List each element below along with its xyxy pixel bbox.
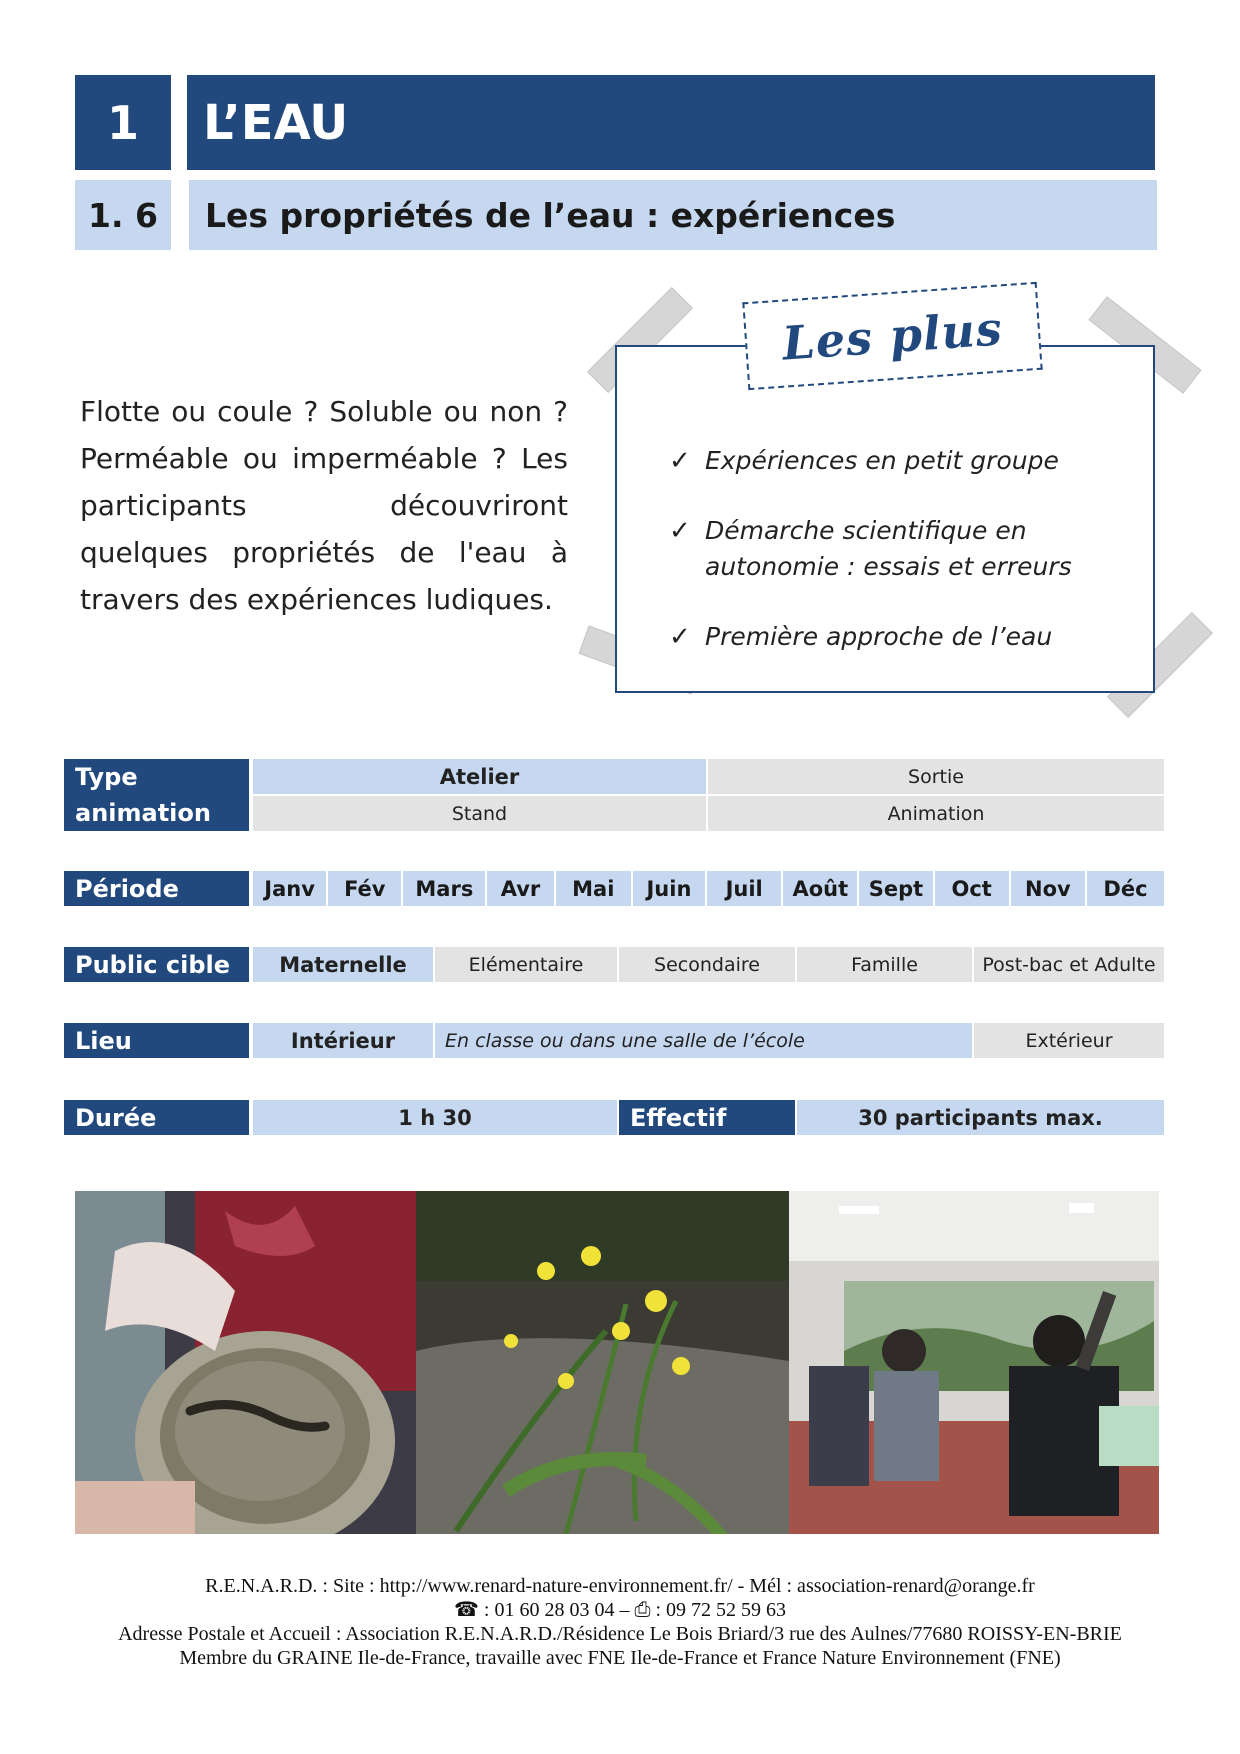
chapter-title: L’EAU <box>187 75 1155 170</box>
les-plus-item: ✓ Démarche scientifique en autonomie : essais et erreurs <box>669 513 1139 585</box>
month-cell: Déc <box>1103 876 1148 901</box>
lieu-detail: En classe ou dans une salle de l’école <box>435 1023 972 1058</box>
public-postbac: Post-bac et Adulte <box>974 947 1164 982</box>
footer-line-contact: R.E.N.A.R.D. : Site : http://www.renard-nature-environnement.fr/ - Mél : association-renard@orange.fr <box>205 1575 1035 1597</box>
lieu-interieur: Intérieur <box>253 1023 433 1058</box>
month-cell: Nov <box>1011 871 1087 906</box>
month-cell: Fév <box>328 871 403 906</box>
month-cell: Juin <box>633 871 707 906</box>
type-atelier: Atelier <box>253 759 706 794</box>
duree-value: 1 h 30 <box>253 1100 617 1135</box>
les-plus-box <box>560 275 1200 725</box>
fax-icon: ⎙ <box>634 1599 651 1621</box>
photo-glass-larva <box>75 1191 416 1534</box>
public-elementaire: Elémentaire <box>435 947 617 982</box>
month-cell: Mai <box>556 871 633 906</box>
lieu-exterieur: Extérieur <box>974 1023 1164 1058</box>
footer-line-membership: Membre du GRAINE Ile-de-France, travaille avec FNE Ile-de-France et France Nature Environnement (FNE) <box>179 1647 1061 1669</box>
month-cell: Avr <box>487 871 555 906</box>
periode-months <box>253 871 1164 906</box>
les-plus-frame <box>615 345 1155 693</box>
type-animation-label: Type animation <box>64 759 249 831</box>
month-cell: Oct <box>935 871 1011 906</box>
footer-line-phone: ☎ : 01 60 28 03 04 – ⎙ : 09 72 52 59 63 <box>453 1599 787 1621</box>
month-cell: Janv <box>253 871 328 906</box>
footer <box>40 1574 1200 1670</box>
public-cible-label: Public cible <box>64 947 249 982</box>
les-plus-list <box>669 443 1139 655</box>
public-famille: Famille <box>797 947 972 982</box>
photo-water-flowers <box>416 1191 789 1534</box>
effectif-value: 30 participants max. <box>797 1100 1164 1135</box>
month-cell: Juil <box>707 871 783 906</box>
chapter-number: 1 <box>75 75 171 170</box>
check-icon: ✓ <box>669 516 691 546</box>
les-plus-item: ✓ Expériences en petit groupe <box>669 443 1139 479</box>
month-cell: Sept <box>859 871 934 906</box>
duree-label: Durée <box>64 1100 249 1135</box>
month-cell: Mars <box>403 871 487 906</box>
effectif-label: Effectif <box>619 1100 795 1135</box>
section-title: Les propriétés de l’eau : expériences <box>189 180 1157 250</box>
phone-icon: ☎ <box>453 1599 479 1621</box>
type-stand: Stand <box>253 796 706 831</box>
public-secondaire: Secondaire <box>619 947 795 982</box>
intro-text: Flotte ou coule ? Soluble ou non ? Perméable ou imperméable ? Les participants découvriront quelques propriétés de l'eau à travers des expériences ludiques. <box>80 395 568 616</box>
public-maternelle: Maternelle <box>253 947 433 982</box>
type-sortie: Sortie <box>708 759 1164 794</box>
lieu-label: Lieu <box>64 1023 249 1058</box>
month-cell: Août <box>783 871 859 906</box>
check-icon: ✓ <box>669 446 691 476</box>
footer-line-address: Adresse Postale et Accueil : Association R.E.N.A.R.D./Résidence Le Bois Briard/3 rue des Aulnes/77680 ROISSY-EN-BRIE <box>118 1623 1122 1645</box>
periode-label: Période <box>64 871 249 906</box>
check-icon: ✓ <box>669 622 691 652</box>
photo-classroom <box>789 1191 1159 1534</box>
les-plus-title: Les plus <box>742 282 1042 390</box>
section-number: 1. 6 <box>75 180 171 250</box>
les-plus-item: ✓ Première approche de l’eau <box>669 619 1139 655</box>
type-animation-value: Animation <box>708 796 1164 831</box>
